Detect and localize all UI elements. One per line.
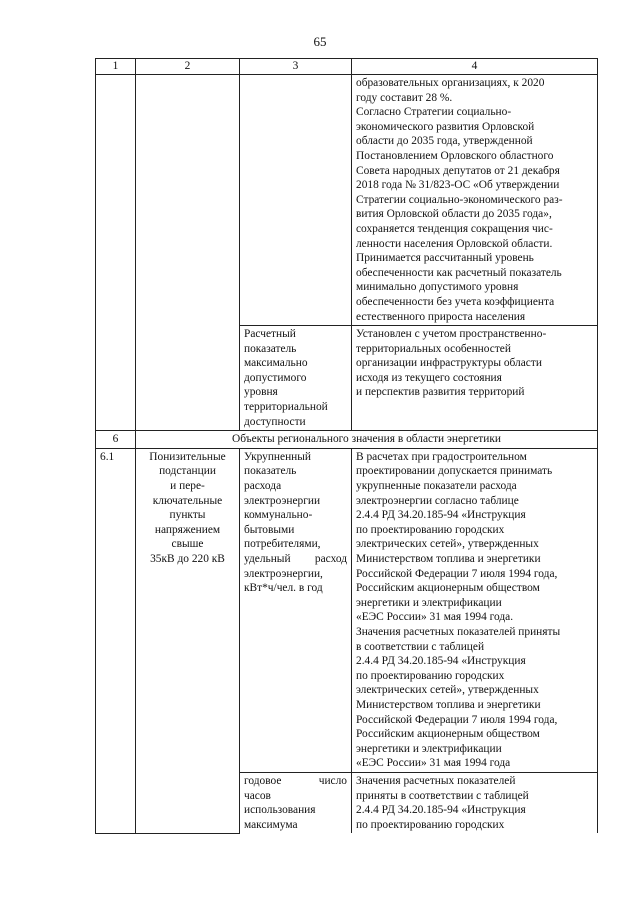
text-line: приняты в соответствии с таблицей: [356, 789, 529, 802]
cell-justification-accessibility: [352, 326, 598, 431]
text-line: энергетики и электрификации: [356, 596, 502, 609]
text-line: Совета народных депутатов от 21 декабря: [356, 164, 560, 177]
text-line: обеспеченности как расчетный показатель: [356, 266, 562, 279]
section-number: 6: [96, 431, 136, 449]
text-line: пункты: [169, 509, 206, 522]
text-line: образовательных организациях, к 2020: [356, 77, 545, 89]
cell-indicator-consumption: [240, 448, 352, 772]
text-line: показатель: [244, 465, 297, 478]
text-line: территориальных особенностей: [356, 342, 511, 355]
text-line: «ЕЭС России» 31 мая 1994 года.: [356, 611, 514, 624]
text-word: удельный: [244, 553, 291, 565]
text-line: по проектированию городских: [356, 523, 505, 536]
text-line: уровня: [244, 386, 278, 399]
text-line: Постановлением Орловского областного: [356, 149, 554, 162]
text-line: в соответствии с таблицей: [356, 640, 485, 653]
text-line: расхода: [244, 480, 282, 493]
text-line: допустимого: [244, 371, 307, 384]
text-line: Российским акционерным обществом: [356, 728, 540, 741]
header-col-3: 3: [240, 59, 352, 75]
cell-number-empty: [96, 75, 136, 431]
text-line: области до 2035 года, утвержденной: [356, 135, 533, 148]
text-line: кВт*ч/чел. в год: [244, 582, 323, 595]
text-line: Принимается рассчитанный уровень: [356, 252, 534, 265]
text-line: электрических сетей», утвержденных: [356, 684, 539, 697]
section-title: Объекты регионального значения в области энергетики: [136, 431, 598, 449]
text-line: по проектированию городских: [356, 818, 505, 831]
cell-indicator-empty: [240, 75, 352, 326]
text-line: по проектированию городских: [356, 669, 505, 682]
text-line: обеспеченности без учета коэффициента: [356, 295, 555, 308]
text-line: экономического развития Орловской: [356, 120, 535, 133]
text-line: исходя из текущего состояния: [356, 371, 502, 384]
page-number: 65: [313, 34, 327, 49]
text-line: «ЕЭС России» 31 мая 1994 года: [356, 757, 511, 770]
text-word: число: [318, 774, 347, 787]
text-line: Российской Федерации 7 июля 1994 года,: [356, 567, 558, 580]
text-line: Значения расчетных показателей: [356, 774, 516, 787]
text-line: минимально допустимого уровня: [356, 281, 519, 294]
text-line: доступности: [244, 415, 306, 428]
header-col-2: 2: [136, 59, 240, 75]
text-line: Министерством топлива и энергетики: [356, 698, 541, 711]
text-line: Понизительные: [149, 450, 226, 463]
text-line: Расчетный: [244, 328, 296, 341]
section-row: [96, 431, 598, 449]
text-line: Согласно Стратегии социально-: [356, 106, 512, 119]
cell-justification-hours: [352, 772, 598, 833]
text-line: [244, 774, 347, 789]
cell-justification: [352, 75, 598, 326]
row-number: 6.1: [96, 448, 136, 833]
text-line: 2.4.4 РД 34.20.185-94 «Инструкция: [356, 655, 526, 668]
text-line: Российской Федерации 7 июля 1994 года,: [356, 713, 558, 726]
text-line: электрических сетей», утвержденных: [356, 538, 539, 551]
text-line: Значения расчетных показателей приняты: [356, 625, 561, 638]
text-line: коммунально-: [244, 509, 313, 522]
text-line: Стратегии социально-экономического раз-: [356, 193, 563, 206]
text-line: ленности населения Орловской области.: [356, 237, 553, 250]
cell-justification-consumption: [352, 448, 598, 772]
text-word: расход: [314, 553, 347, 565]
text-line: электроэнергии согласно таблице: [356, 494, 519, 507]
text-line: естественного прироста населения: [356, 310, 526, 323]
text-line: бытовыми: [244, 523, 295, 536]
cell-indicator-hours: [240, 772, 352, 833]
header-col-1: 1: [96, 59, 136, 75]
cell-indicator-accessibility: [240, 326, 352, 431]
text-line: часов: [244, 789, 271, 802]
text-line: проектировании допускается принимать: [356, 465, 553, 478]
text-line: напряжением: [154, 523, 221, 536]
text-line: территориальной: [244, 401, 328, 414]
text-line: максимума: [244, 818, 298, 831]
text-line: Российским акционерным обществом: [356, 582, 540, 595]
text-line: и перспектив развития территорий: [356, 386, 525, 399]
text-line: максимально: [244, 357, 308, 370]
text-line: году составит 28 %.: [356, 91, 453, 104]
text-line: 2.4.4 РД 34.20.185-94 «Инструкция: [356, 509, 526, 522]
cell-object-empty: [136, 75, 240, 431]
text-line: энергетики и электрификации: [356, 742, 502, 755]
text-line: [244, 552, 347, 567]
text-line: сохраняется тенденция сокращения чис-: [356, 222, 553, 235]
norms-table: [95, 58, 598, 834]
text-line: организации инфраструктуры области: [356, 357, 542, 370]
text-line: Министерством топлива и энергетики: [356, 553, 541, 565]
table-row-6-1: [96, 448, 598, 772]
text-line: 2.4.4 РД 34.20.185-94 «Инструкция: [356, 804, 526, 817]
cell-object-name: [136, 448, 240, 833]
text-line: укрупненные показатели расхода: [356, 480, 517, 493]
text-line: электроэнергии,: [244, 567, 323, 580]
text-line: Установлен с учетом пространственно-: [356, 328, 547, 341]
header-col-4: 4: [352, 59, 598, 75]
table-row-continued: [96, 75, 598, 326]
text-line: Укрупненный: [244, 450, 312, 463]
text-line: вития Орловской области до 2035 года»,: [356, 208, 552, 221]
text-line: использования: [244, 804, 316, 817]
table-header-row: [96, 59, 598, 75]
text-line: 35кВ до 220 кВ: [150, 553, 225, 565]
text-line: ключательные: [152, 494, 223, 507]
text-line: подстанции: [159, 465, 216, 478]
text-line: электроэнергии: [244, 494, 321, 507]
text-line: потребителями,: [244, 538, 321, 551]
text-line: свыше: [171, 538, 204, 551]
text-line: 2018 года № 31/823-ОС «Об утверждении: [356, 179, 560, 192]
text-word: годовое: [244, 774, 282, 787]
text-line: и пере-: [170, 480, 205, 493]
text-line: В расчетах при градостроительном: [356, 450, 527, 463]
text-line: показатель: [244, 342, 297, 355]
